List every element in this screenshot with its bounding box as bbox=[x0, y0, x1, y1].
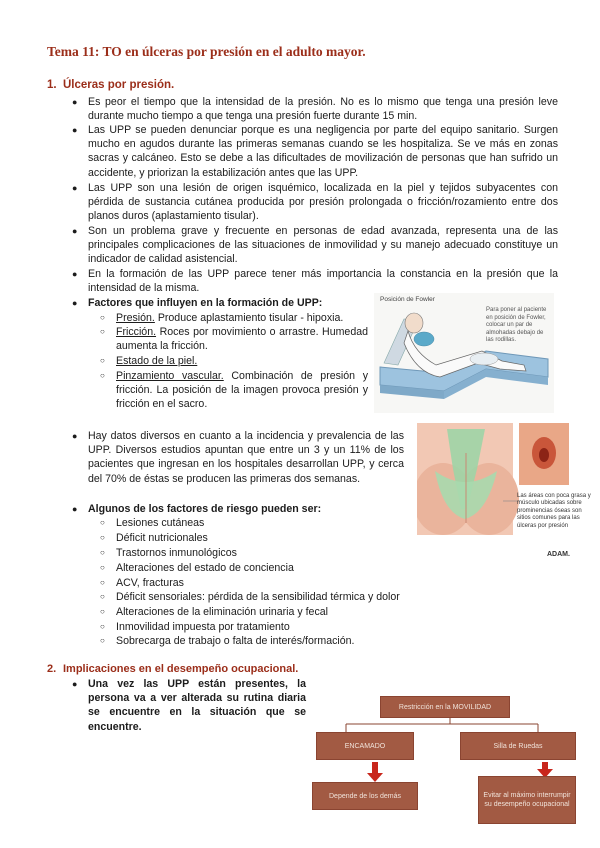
riesgo-heading: Algunos de los factores de riesgo pueden ser: bbox=[88, 503, 322, 515]
page-title: Tema 11: TO en úlceras por presión en el adulto mayor. bbox=[47, 44, 366, 59]
circle-bullet-icon: ○ bbox=[100, 371, 105, 380]
bullet-icon: ● bbox=[72, 504, 78, 514]
factor-term: Pinzamiento vascular. bbox=[116, 370, 224, 382]
flowchart-box-movilidad: Restricción en la MOVILIDAD bbox=[380, 696, 510, 718]
riesgo-item: Sobrecarga de trabajo o falta de interés/formación. bbox=[116, 635, 355, 647]
factor-text: Produce aplastamiento tisular - hipoxia. bbox=[154, 312, 344, 324]
bullet-text: Las UPP se pueden denunciar porque es una negligencia por parte del equipo sanitario. Surgen mucho en agudos durante las primeras semanas cuando se les hospitaliza. Se ve más en zonas sacras y calcáneo. Esto se debe a las dificultades de movilización de personas que han sufrido un accidente, y priorizan la estabilización antes que las UPP. bbox=[88, 124, 558, 179]
riesgo-item: Trastornos inmunológicos bbox=[116, 547, 237, 559]
riesgo-item: Alteraciones de la eliminación urinaria y fecal bbox=[116, 606, 328, 618]
riesgo-item: ACV, fracturas bbox=[116, 577, 184, 589]
circle-bullet-icon: ○ bbox=[100, 563, 105, 572]
factor-item bbox=[116, 311, 368, 325]
adam-pressure-areas-image bbox=[417, 423, 595, 563]
factor-text: Combinación de presión y fricción. La posición de la imagen provoca presión y fricción en el sacro. bbox=[116, 370, 368, 411]
flowchart-box-silla: Silla de Ruedas bbox=[460, 732, 576, 760]
section-title: Implicaciones en el desempeño ocupacional. bbox=[63, 663, 299, 675]
section-title: Úlceras por presión. bbox=[63, 79, 175, 91]
section-2-heading bbox=[47, 663, 298, 675]
section-1-heading bbox=[47, 79, 174, 91]
factor-term: Fricción. bbox=[116, 326, 157, 338]
riesgo-item: Inmovilidad impuesta por tratamiento bbox=[116, 621, 290, 633]
factor-term: Presión. bbox=[116, 312, 155, 324]
bullet-icon: ● bbox=[72, 431, 78, 441]
bullet-icon: ● bbox=[72, 97, 78, 107]
bullet-text: Son un problema grave y frecuente en personas de edad avanzada, representa una de las principales complicaciones de las situaciones de inmovilidad y su manejo adecuado constituye un indicador de calidad asistencial. bbox=[88, 225, 558, 266]
circle-bullet-icon: ○ bbox=[100, 636, 105, 645]
circle-bullet-icon: ○ bbox=[100, 533, 105, 542]
bullet-text: Las UPP son una lesión de origen isquémico, localizada en la piel y tejidos subyacentes con pérdida de sustancia cutánea producida por presión prolongada o fricción/rozamiento entre dos planos duros (aplastamiento tisular). bbox=[88, 182, 558, 223]
circle-bullet-icon: ○ bbox=[100, 518, 105, 527]
circle-bullet-icon: ○ bbox=[100, 327, 105, 336]
riesgo-item: Déficit sensoriales: pérdida de la sensibilidad térmica y dolor bbox=[116, 591, 400, 603]
riesgo-item: Déficit nutricionales bbox=[116, 532, 208, 544]
implicaciones-text: Una vez las UPP están presentes, la persona va a ver alterada su rutina diaria se encuentre en la situación que se encuentre. bbox=[88, 678, 306, 733]
riesgo-item: Lesiones cutáneas bbox=[116, 517, 205, 529]
adam-caption: Las áreas con poca grasa y músculo ubicadas sobre prominencias óseas son sitios comunes para las úlceras por presión bbox=[517, 493, 591, 529]
bullet-icon: ● bbox=[72, 679, 78, 689]
circle-bullet-icon: ○ bbox=[100, 548, 105, 557]
circle-bullet-icon: ○ bbox=[100, 622, 105, 631]
section-number: 2. bbox=[47, 663, 57, 675]
section-number: 1. bbox=[47, 79, 57, 91]
bullet-icon: ● bbox=[72, 183, 78, 193]
fowler-caption: Para poner al paciente en posición de Fowler, colocar un par de almohadas debajo de las rodillas. bbox=[486, 307, 547, 343]
bullet-icon: ● bbox=[72, 298, 78, 308]
circle-bullet-icon: ○ bbox=[100, 313, 105, 322]
red-arrow-left bbox=[367, 762, 383, 782]
circle-bullet-icon: ○ bbox=[100, 607, 105, 616]
factores-heading: Factores que influyen en la formación de UPP: bbox=[88, 297, 323, 309]
fowler-label: Posición de Fowler bbox=[380, 296, 435, 303]
circle-bullet-icon: ○ bbox=[100, 578, 105, 587]
bullet-icon: ● bbox=[72, 269, 78, 279]
factor-term: Estado de la piel. bbox=[116, 355, 198, 367]
circle-bullet-icon: ○ bbox=[100, 356, 105, 365]
flowchart-box-encamado: ENCAMADO bbox=[316, 732, 414, 760]
factor-item bbox=[116, 369, 368, 412]
flowchart-box-depende: Depende de los demás bbox=[312, 782, 418, 810]
bullet-icon: ● bbox=[72, 125, 78, 135]
incidencia-text: Hay datos diversos en cuanto a la incidencia y prevalencia de las UPP. Diversos estudios apuntan que entre un 3 y un 11% de los pacientes que ingresan en los hospitales desarrollan UPP, y cerca del 70% de éstas se producen las primeras dos semanas. bbox=[88, 430, 404, 485]
factor-text: Roces por movimiento o arrastre. Humedad aumenta la fricción. bbox=[116, 326, 368, 353]
factor-item bbox=[116, 325, 368, 353]
riesgo-item: Alteraciones del estado de conciencia bbox=[116, 562, 294, 574]
fowler-position-image bbox=[374, 293, 554, 413]
adam-brand: ADAM. bbox=[547, 551, 570, 558]
factor-item bbox=[116, 354, 368, 368]
bullet-text: En la formación de las UPP parece tener más importancia la constancia en la presión que la intensidad de la misma. bbox=[88, 268, 558, 295]
bullet-icon: ● bbox=[72, 226, 78, 236]
circle-bullet-icon: ○ bbox=[100, 592, 105, 601]
bullet-text: Es peor el tiempo que la intensidad de la presión. No es lo mismo que tenga una presión leve durante mucho tiempo a que tenga una presión fuerte durante 15 min. bbox=[88, 96, 558, 123]
flowchart bbox=[310, 690, 584, 840]
flowchart-box-evitar: Evitar al máximo interrumpir su desempeño ocupacional bbox=[478, 776, 576, 824]
